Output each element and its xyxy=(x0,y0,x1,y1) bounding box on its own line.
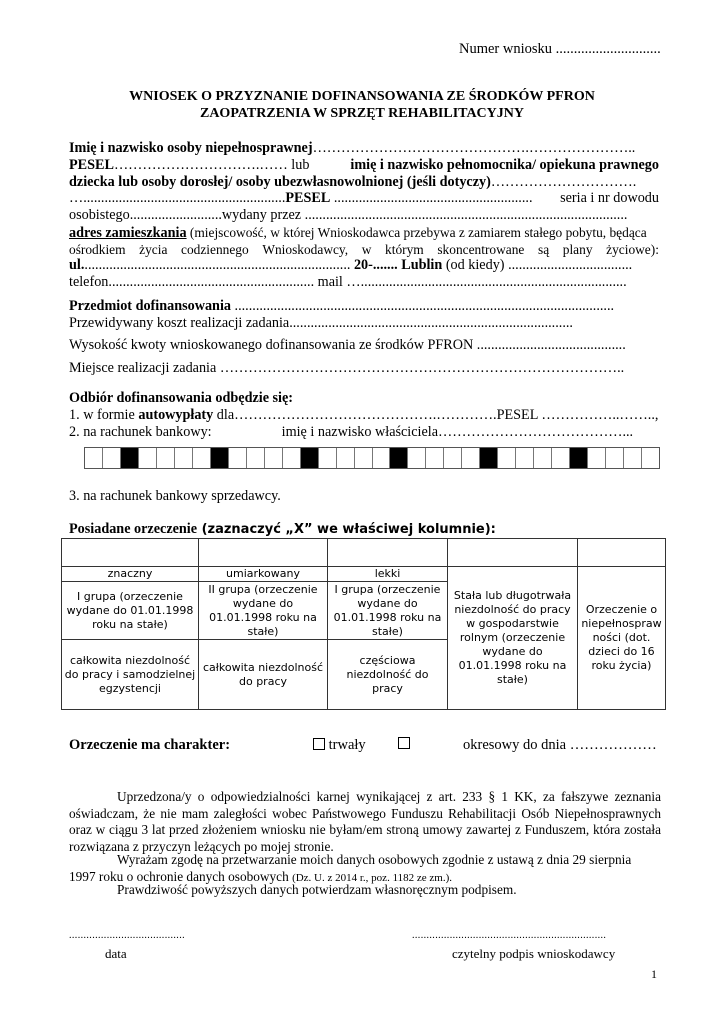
account-separator-cell xyxy=(121,448,139,468)
incapacity-cell: całkowita niezdolność do pracy xyxy=(199,640,328,710)
account-owner-field[interactable]: imię i nazwisko właściciela…………………………………... xyxy=(281,424,634,440)
consent-text: Wyrażam zgodę na przetwarzanie moich danych osobowych zgodnie z ustawą z dnia 29 sierpnia 1997 roku o ochronie danych osobowych xyxy=(69,852,632,884)
payout-option-1-fields[interactable]: dla…………………………………….………….PESEL ……………..…….., xyxy=(213,407,659,423)
account-digit-cell[interactable] xyxy=(552,448,570,468)
cost-label: Przewidywany koszt realizacji zadania xyxy=(69,315,290,331)
declaration-paragraph-2 xyxy=(69,852,661,886)
address-note-row xyxy=(69,241,659,258)
checkbox-cell-umiarkowany[interactable] xyxy=(199,539,328,567)
degree-label: lekki xyxy=(328,567,448,582)
document-title-line1: WNIOSEK O PRZYZNANIE DOFINANSOWANIA ZE ŚRODKÓW PFRON xyxy=(129,89,595,104)
account-digit-cell[interactable] xyxy=(247,448,265,468)
account-digit-cell[interactable] xyxy=(85,448,103,468)
address-note-word: plany xyxy=(562,242,593,257)
incapacity-cell: całkowita niezdolność do pracy i samodzielnej egzystencji xyxy=(62,640,199,710)
account-digit-cell[interactable] xyxy=(606,448,624,468)
address-note-word: ośrodkiem xyxy=(69,242,126,257)
account-separator-cell xyxy=(570,448,588,468)
account-digit-cell[interactable] xyxy=(193,448,211,468)
page-number: 1 xyxy=(651,967,657,981)
checkbox-cell-farm[interactable] xyxy=(448,539,578,567)
declaration-paragraph-1: Uprzedzona/y o odpowiedzialności karnej wynikającej z art. 233 § 1 KK, za fałszywe zeznania oświadczam, że nie mam zaległości wobec Państwowego Funduszu Rehabilitacji Osób Niepełnosprawnych oraz w ciągu 3 lat przed złożeniem wniosku nie byłam/em stroną umowy zawartej z Funduszem, która została rozwiązana z przyczyn leżących po mojej stronie. xyxy=(69,789,661,854)
periodic-checkbox-wrap[interactable] xyxy=(398,737,410,753)
account-digit-cell[interactable] xyxy=(103,448,121,468)
guardian-pesel-row xyxy=(69,190,659,207)
signature-field[interactable]: ................................................................... xyxy=(412,930,607,941)
place-field[interactable]: ………………………………………………………………………….. xyxy=(216,360,625,376)
guardian-name-field-cont[interactable]: …......................................................... xyxy=(69,190,286,206)
payout-option-1-bold: autowypłaty xyxy=(138,407,214,423)
account-separator-cell xyxy=(390,448,408,468)
street-label: ul. xyxy=(69,257,85,273)
account-digit-cell[interactable] xyxy=(283,448,301,468)
address-note-word: Wnioskodawcy, xyxy=(262,242,349,257)
or-text: lub xyxy=(287,157,310,173)
permanent-label: trwały xyxy=(328,737,366,753)
amount-row xyxy=(69,337,659,354)
address-note-word: w xyxy=(361,242,372,257)
id-label-cont: osobistego xyxy=(69,207,130,223)
id-number-field[interactable]: .......................... xyxy=(129,207,222,223)
group-cell: II grupa (orzeczenie wydane do 01.01.1998 roku na stałe) xyxy=(199,582,328,640)
mail-label: mail xyxy=(317,274,343,290)
address-note: (miejscowość, w której Wnioskodawca przebywa z zamiarem stałego pobytu, będąca xyxy=(186,225,647,240)
street-field[interactable]: ........................................................................... xyxy=(84,257,354,273)
place-row xyxy=(69,360,659,377)
guardian-row xyxy=(69,174,659,191)
account-digit-cell[interactable] xyxy=(624,448,642,468)
mail-field[interactable]: …........................................................................... xyxy=(342,274,627,290)
certificate-heading xyxy=(69,521,659,538)
postal-city[interactable]: 20-....... Lublin xyxy=(353,257,443,273)
address-row xyxy=(69,224,659,242)
cost-field[interactable]: ................................................................................ xyxy=(289,315,573,331)
address-note-word: życia xyxy=(139,242,168,257)
periodic-date-field[interactable]: okresowy do dnia ……………… xyxy=(463,737,657,753)
account-separator-cell xyxy=(301,448,319,468)
guardian-label-cont: dziecka lub osoby dorosłej/ osoby ubezwłasnowolnionej (jeśli dotyczy) xyxy=(69,174,491,190)
account-digit-cell[interactable] xyxy=(462,448,480,468)
account-digit-cell[interactable] xyxy=(229,448,247,468)
applicant-name-row xyxy=(69,140,659,157)
issued-by-label: wydany przez xyxy=(221,207,302,223)
address-note-word: skoncentrowane xyxy=(437,242,525,257)
subject-row xyxy=(69,298,659,315)
group-cell: I grupa (orzeczenie wydane do 01.01.1998 roku na stałe) xyxy=(62,582,199,640)
account-digit-cell[interactable] xyxy=(516,448,534,468)
payout-option-3[interactable]: 3. na rachunek bankowy sprzedawcy. xyxy=(69,488,281,504)
account-digit-cell[interactable] xyxy=(265,448,283,468)
permanent-option[interactable] xyxy=(313,737,366,754)
bank-account-number-grid[interactable] xyxy=(84,447,660,469)
application-number-field[interactable]: Numer wniosku ............................. xyxy=(459,41,661,57)
incapacity-cell: częściowa niezdolność do pracy xyxy=(328,640,448,710)
date-field[interactable]: ........................................ xyxy=(69,930,185,941)
street-row xyxy=(69,257,659,274)
certificate-heading-label: Posiadane orzeczenie xyxy=(69,521,198,537)
certificate-character-row xyxy=(69,737,230,754)
document-title-line2: ZAOPATRZENIA W SPRZĘT REHABILITACYJNY xyxy=(199,106,525,121)
subject-label: Przedmiot dofinansowania xyxy=(69,298,231,314)
degree-label: umiarkowany xyxy=(199,567,328,582)
certificate-table xyxy=(61,538,666,710)
account-digit-cell[interactable] xyxy=(588,448,606,468)
declaration-paragraph-3: Prawdziwość powyższych danych potwierdzam własnoręcznym podpisem. xyxy=(117,882,517,897)
group-cell: I grupa (orzeczenie wydane do 01.01.1998 roku na stałe) xyxy=(328,582,448,640)
permanent-checkbox[interactable] xyxy=(313,738,325,750)
checkbox-cell-lekki[interactable] xyxy=(328,539,448,567)
payout-option-1[interactable] xyxy=(69,407,659,424)
account-digit-cell[interactable] xyxy=(157,448,175,468)
account-digit-cell[interactable] xyxy=(139,448,157,468)
address-note-word: którym xyxy=(385,242,424,257)
account-digit-cell[interactable] xyxy=(355,448,373,468)
amount-label: Wysokość kwoty wnioskowanego dofinansowania ze środków PFRON xyxy=(69,337,474,353)
phone-field[interactable]: .......................................................... xyxy=(108,274,318,290)
degree-label: znaczny xyxy=(62,567,199,582)
cost-row xyxy=(69,315,659,332)
address-label: adres zamieszkania xyxy=(69,225,187,241)
id-number-label: seria i nr dowodu xyxy=(560,190,659,206)
contact-row xyxy=(69,274,659,291)
checkbox-cell-znaczny[interactable] xyxy=(62,539,199,567)
account-digit-cell[interactable] xyxy=(408,448,426,468)
since-field[interactable]: (od kiedy) ................................... xyxy=(442,257,633,273)
pesel-field[interactable]: ………………………….…… xyxy=(113,157,288,173)
signature-label: czytelny podpis wnioskodawcy xyxy=(452,946,616,961)
place-label: Miejsce realizacji zadania xyxy=(69,360,217,376)
address-note-word: życiowe): xyxy=(606,242,659,257)
payout-option-1-prefix: 1. w formie xyxy=(69,407,139,423)
periodic-checkbox[interactable] xyxy=(398,737,410,749)
id-row xyxy=(69,207,659,224)
applicant-name-field[interactable]: ……………………………………….………………….. xyxy=(312,140,636,156)
account-digit-cell[interactable] xyxy=(534,448,552,468)
payout-option-2-label: 2. na rachunek bankowy: xyxy=(69,424,212,440)
certificate-character-label: Orzeczenie ma charakter: xyxy=(69,737,231,753)
child-disability-cell: Orzeczenie o niepełnospraw ności (dot. dzieci do 16 roku życia) xyxy=(578,567,666,710)
pesel-label: PESEL xyxy=(69,157,114,173)
guardian-pesel-label: PESEL xyxy=(285,190,331,206)
certificate-heading-note: (zaznaczyć „X” we właściwej kolumnie): xyxy=(197,522,496,537)
pesel-guardian-row xyxy=(69,157,659,174)
consent-citation: (Dz. U. z 2014 r., poz. 1182 ze zm.). xyxy=(292,871,453,884)
account-digit-cell[interactable] xyxy=(319,448,337,468)
account-separator-cell xyxy=(211,448,229,468)
issued-by-field[interactable]: ........................................................................................... xyxy=(301,207,628,223)
phone-label: telefon xyxy=(69,274,109,290)
account-digit-cell[interactable] xyxy=(642,448,659,468)
subject-field[interactable]: ........................................................................................................... xyxy=(230,298,615,314)
payout-option-2[interactable] xyxy=(69,424,659,441)
payout-heading: Odbiór dofinansowania odbędzie się: xyxy=(69,390,294,406)
amount-field[interactable]: .......................................... xyxy=(473,337,626,353)
account-digit-cell[interactable] xyxy=(426,448,444,468)
address-note-word: codziennego xyxy=(181,242,249,257)
account-digit-cell[interactable] xyxy=(444,448,462,468)
guardian-name-field[interactable]: …………………………. xyxy=(490,174,637,190)
account-digit-cell[interactable] xyxy=(373,448,391,468)
account-separator-cell xyxy=(480,448,498,468)
guardian-label: imię i nazwisko pełnomocnika/ opiekuna prawnego xyxy=(350,157,659,173)
applicant-name-label: Imię i nazwisko osoby niepełnosprawnej xyxy=(69,140,313,156)
address-note-word: są xyxy=(537,242,550,257)
checkbox-cell-child[interactable] xyxy=(578,539,666,567)
date-label: data xyxy=(105,946,127,961)
account-digit-cell[interactable] xyxy=(175,448,193,468)
guardian-pesel-field[interactable]: ........................................................ xyxy=(330,190,533,206)
farm-incapacity-cell: Stała lub długotrwała niezdolność do pracy w gospodarstwie rolnym (orzeczenie wydane do 01.01.1998 roku na stałe) xyxy=(448,567,578,710)
account-digit-cell[interactable] xyxy=(337,448,355,468)
account-digit-cell[interactable] xyxy=(498,448,516,468)
